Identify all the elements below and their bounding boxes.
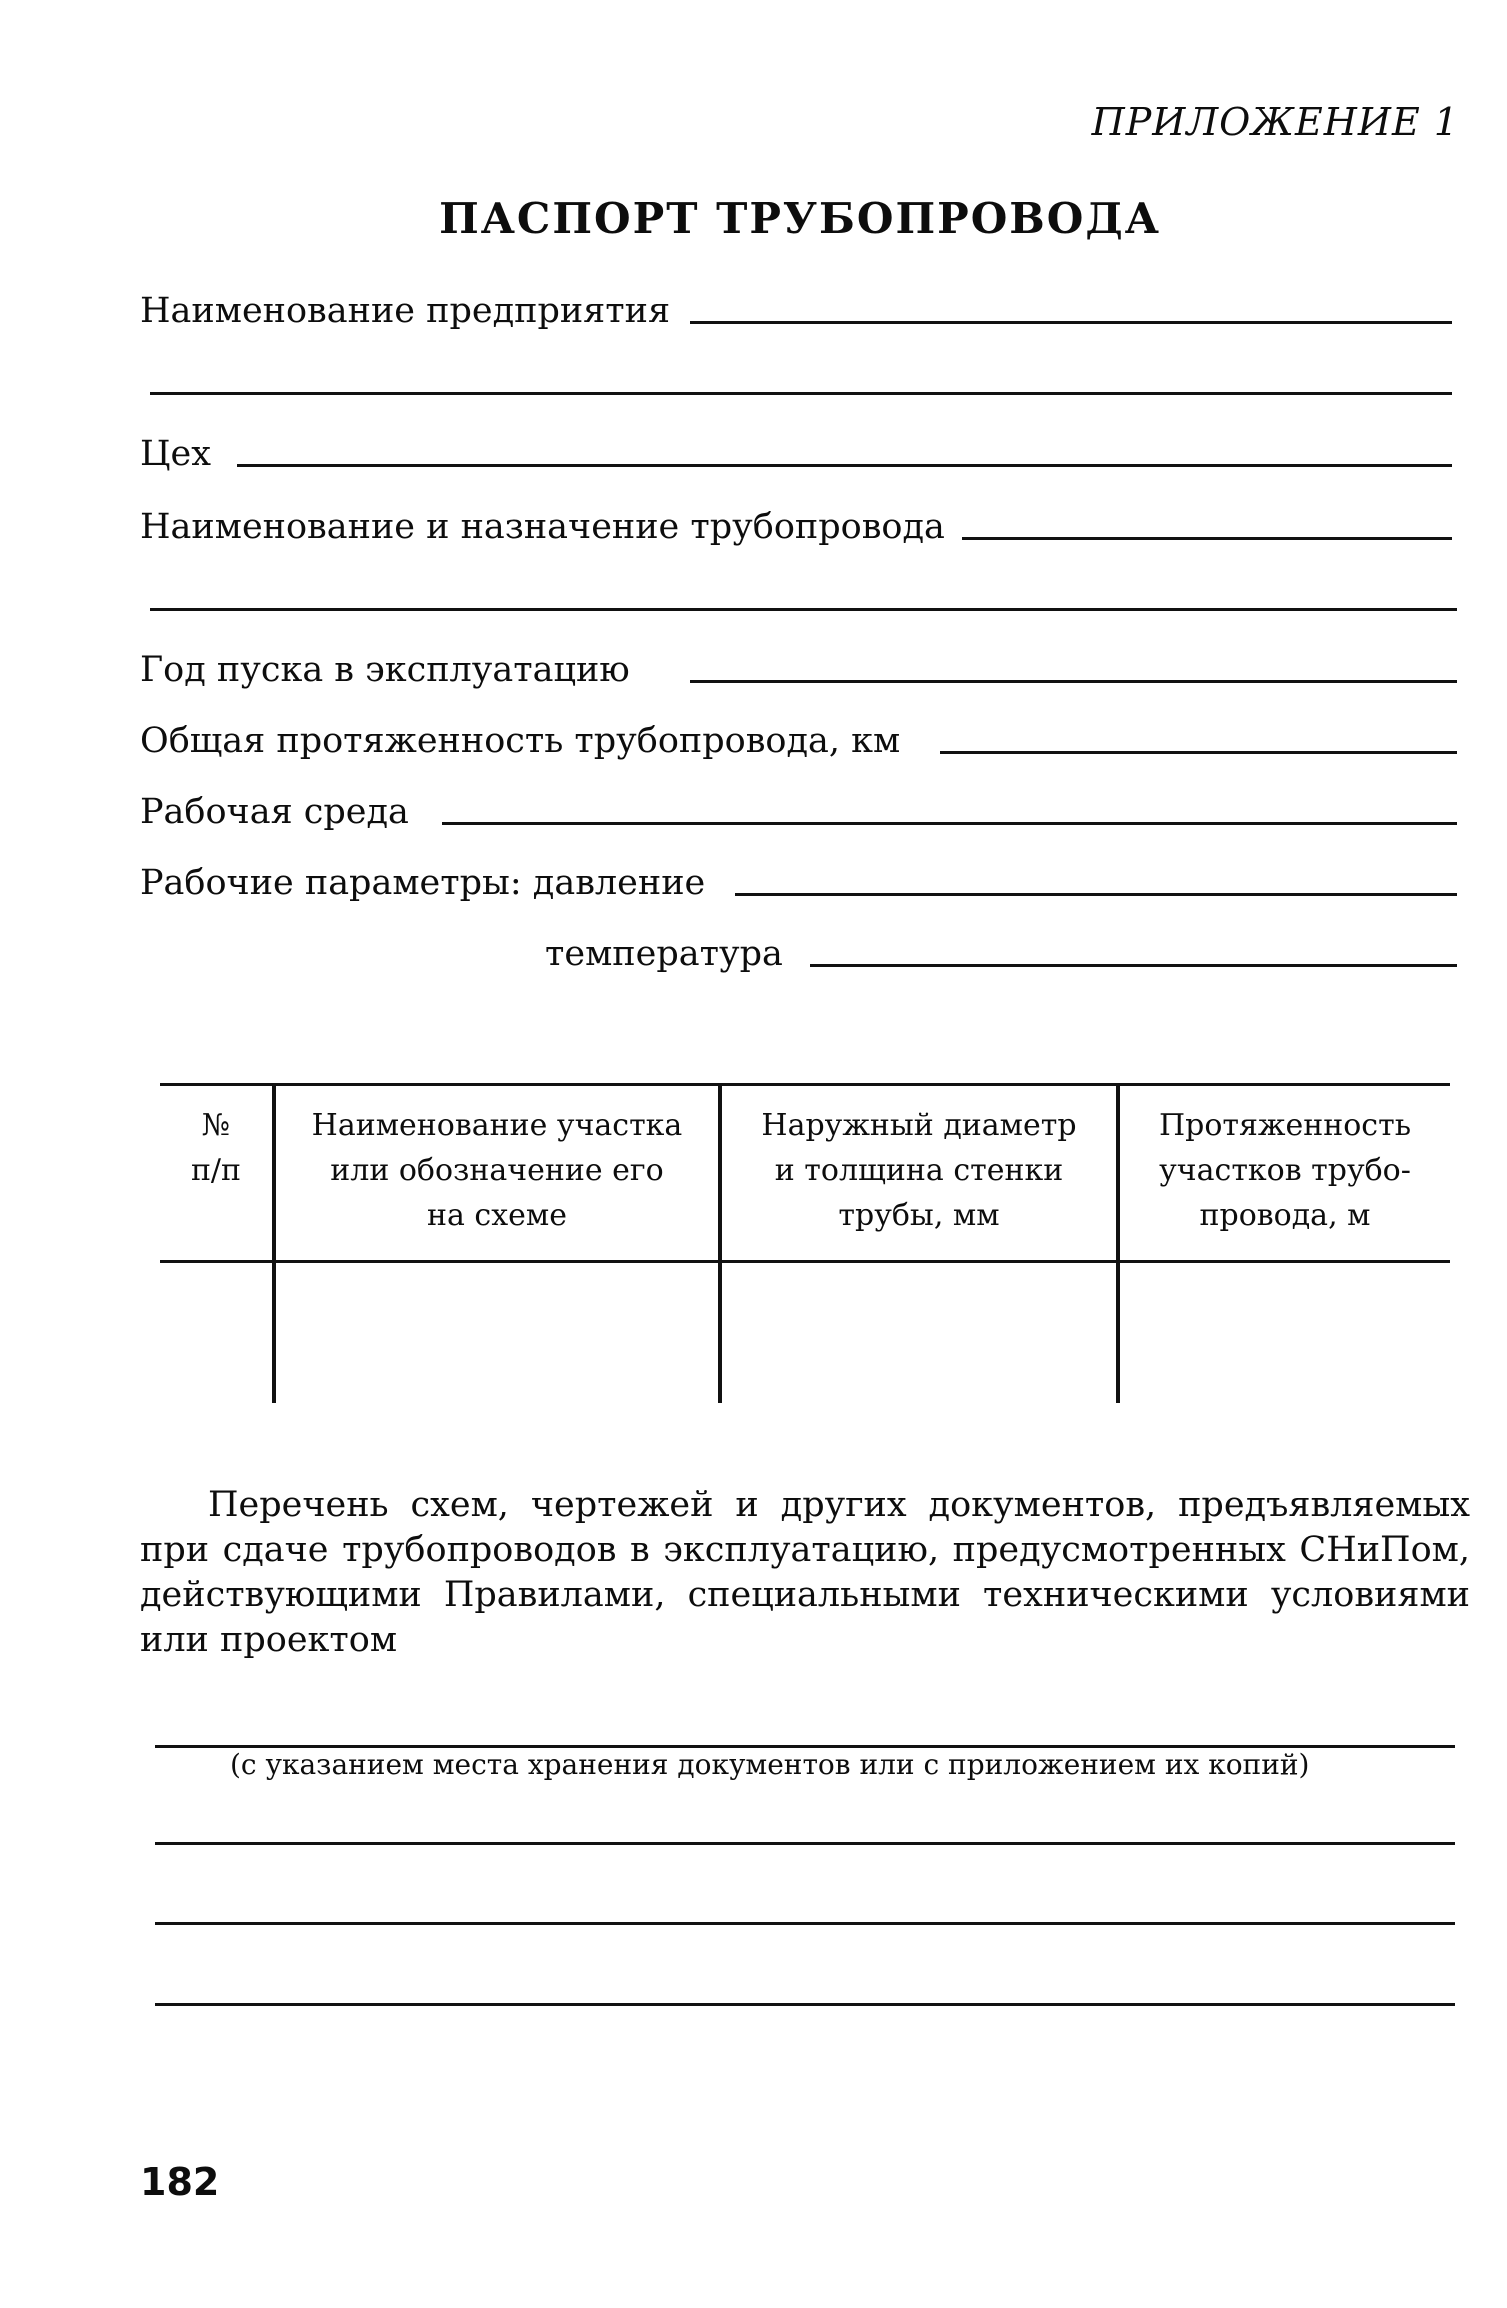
field-label-pressure: Рабочие параметры: давление [140, 863, 706, 903]
documents-line[interactable] [155, 2003, 1455, 2006]
field-label-total-length: Общая протяженность трубопровода, км [140, 721, 901, 761]
header-line: участков трубо- [1159, 1153, 1411, 1188]
sections-table [160, 1083, 1450, 1403]
field-label-pipeline-name-purpose: Наименование и назначение трубопровода [140, 507, 945, 547]
appendix-label: ПРИЛОЖЕНИЕ 1 [1091, 100, 1459, 144]
field-line-working-medium[interactable] [442, 822, 1457, 825]
field-line-enterprise-name[interactable] [690, 321, 1452, 324]
field-line-pipeline-name-purpose-continued[interactable] [150, 608, 1457, 611]
field-line-workshop[interactable] [237, 464, 1452, 467]
table-cell-empty[interactable] [722, 1263, 1116, 1403]
documents-line[interactable] [155, 1922, 1455, 1925]
page-title: ПАСПОРТ ТРУБОПРОВОДА [439, 194, 1161, 243]
field-label-temperature: температура [545, 934, 783, 974]
header-line: провода, м [1199, 1198, 1371, 1233]
header-line: п/п [190, 1153, 242, 1188]
header-line: или обозначение его [330, 1153, 664, 1188]
field-label-commissioning-year: Год пуска в эксплуатацию [140, 650, 630, 690]
table-cell-empty[interactable] [1120, 1263, 1450, 1403]
field-line-commissioning-year[interactable] [690, 680, 1457, 683]
field-line-pressure[interactable] [735, 893, 1457, 896]
header-line: на схеме [427, 1198, 567, 1233]
field-label-enterprise-name: Наименование предприятия [140, 291, 671, 331]
field-line-enterprise-name-continued[interactable] [150, 392, 1452, 395]
field-label-workshop: Цех [140, 434, 211, 474]
field-label-working-medium: Рабочая среда [140, 792, 409, 832]
header-line: и толщина стенки [774, 1153, 1064, 1188]
header-line: № [201, 1108, 231, 1143]
table-header-length [1120, 1103, 1450, 1238]
table-header-section-name [276, 1103, 718, 1238]
documents-line[interactable] [155, 1842, 1455, 1845]
page-number: 182 [140, 2160, 220, 2204]
table-header-diameter [722, 1103, 1116, 1238]
documents-paragraph: Перечень схем, чертежей и других документов, предъявляемых при сдаче трубопроводов в эксплуатацию, предусмотренных СНиПом, действующими Правилами, специальными техническими условиями или проектом [140, 1485, 1470, 1660]
field-line-total-length[interactable] [940, 751, 1457, 754]
field-line-temperature[interactable] [810, 964, 1457, 967]
table-cell-empty[interactable] [276, 1263, 718, 1403]
header-line: Наружный диаметр [761, 1108, 1077, 1143]
table-top-border [160, 1083, 1450, 1086]
table-header-number [160, 1103, 272, 1193]
documents-hint: (с указанием места хранения документов или с приложением их копий) [230, 1748, 1310, 1781]
field-line-pipeline-name-purpose[interactable] [962, 537, 1452, 540]
header-line: трубы, мм [838, 1198, 1000, 1233]
header-line: Протяженность [1158, 1108, 1412, 1143]
header-line: Наименование участка [311, 1108, 683, 1143]
table-cell-empty[interactable] [160, 1263, 272, 1403]
